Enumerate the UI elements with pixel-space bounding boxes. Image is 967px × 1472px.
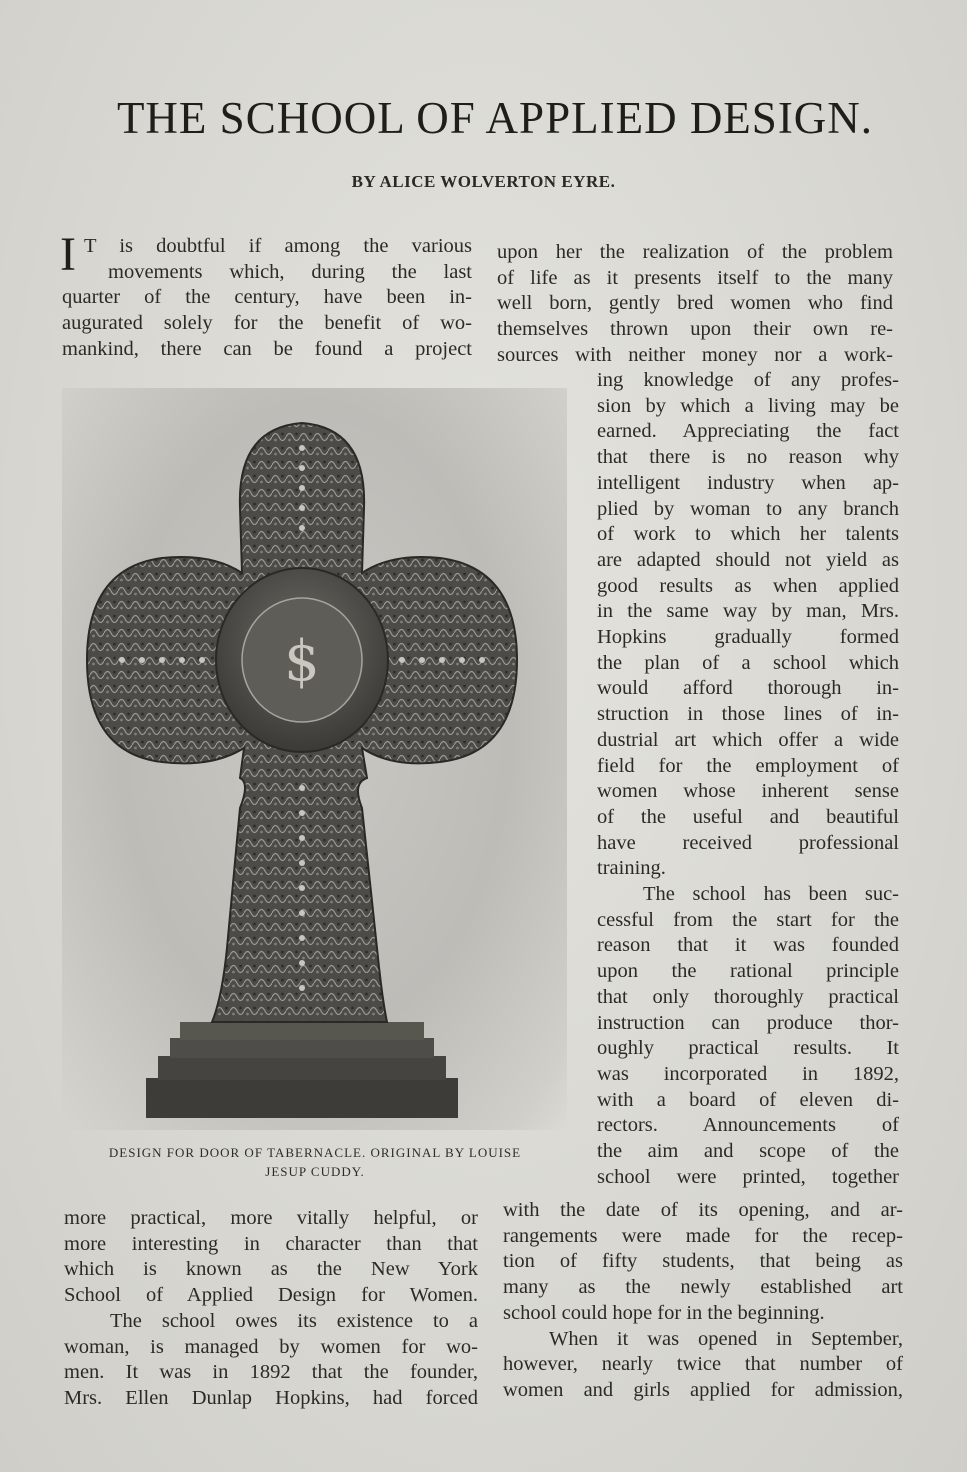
text-line: struction in those lines of in-: [597, 703, 899, 726]
text-line: that there is no reason why: [597, 446, 899, 469]
text-line: the plan of a school which: [597, 651, 899, 674]
text-line: with a board of eleven di-: [597, 1088, 899, 1111]
text-line: augurated solely for the benefit of wo-: [62, 312, 472, 335]
text-line: instruction can produce thor-: [597, 1011, 899, 1034]
text-line: intelligent industry when ap-: [597, 471, 899, 494]
article-byline: BY ALICE WOLVERTON EYRE.: [351, 172, 616, 191]
text-line: well born, gently bred women who find: [497, 292, 893, 315]
text-line: quarter of the century, have been in-: [62, 286, 472, 309]
text-line: with the date of its opening, and ar-: [503, 1199, 903, 1221]
text-line: School of Applied Design for Women.: [64, 1284, 478, 1307]
text-line: rectors. Announcements of: [597, 1114, 899, 1137]
svg-text:$: $: [284, 629, 320, 694]
text-line: of work to which her talents: [597, 523, 899, 546]
text-line: reason that it was founded: [597, 934, 899, 957]
text-line: oughly practical results. It: [597, 1037, 899, 1060]
text-line: plied by woman to any branch: [597, 497, 899, 520]
text-line: themselves thrown upon their own re-: [497, 318, 893, 341]
text-line: training.: [597, 857, 666, 880]
text-line: sources with neither money nor a work-: [497, 343, 893, 366]
text-line: school could hope for in the beginning.: [503, 1301, 825, 1324]
text-line: field for the employment of: [597, 754, 899, 777]
text-line: rangements were made for the recep-: [503, 1224, 903, 1247]
text-line: which is known as the New York: [64, 1258, 478, 1281]
text-line: tion of fifty students, that being as: [503, 1250, 903, 1273]
text-line: women whose inherent sense: [597, 780, 899, 803]
text-line: When it was opened in September,: [549, 1327, 903, 1350]
text-line: cessful from the start for the: [597, 908, 899, 931]
column-2-narrow: [597, 368, 899, 1191]
text-line: Hopkins gradually formed: [597, 626, 899, 649]
text-line: ing knowledge of any profes-: [597, 369, 899, 391]
figure-caption: [60, 1143, 570, 1181]
text-line: school were printed, together: [597, 1165, 899, 1188]
text-line: sion by which a living may be: [597, 394, 899, 417]
text-line: upon the rational principle: [597, 960, 899, 983]
text-line: good results as when applied: [597, 574, 899, 597]
text-line: The school has been suc-: [643, 883, 899, 906]
text-line: many as the newly established art: [503, 1276, 903, 1299]
column-1-bottom: [64, 1206, 478, 1412]
text-line: however, nearly twice that number of: [503, 1353, 903, 1376]
text-line: the aim and scope of the: [597, 1140, 899, 1163]
text-line: more practical, more vitally helpful, or: [64, 1207, 478, 1229]
article-title: THE SCHOOL OF APPLIED DESIGN.: [116, 93, 874, 143]
text-line: are adapted should not yield as: [597, 548, 899, 571]
text-line: women and girls applied for admission,: [503, 1378, 903, 1401]
text-line: men. It was in 1892 that the founder,: [64, 1361, 478, 1384]
text-line: in the same way by man, Mrs.: [597, 600, 899, 623]
text-line: movements which, during the last: [108, 260, 472, 283]
column-2-bottom: [503, 1198, 903, 1404]
text-line: dustrial art which offer a wide: [597, 728, 899, 751]
text-line: earned. Appreciating the fact: [597, 420, 899, 443]
text-line: of the useful and beautiful: [597, 805, 899, 828]
ornate-cross-image: [62, 388, 567, 1130]
text-line: of life as it presents itself to the many: [497, 266, 893, 289]
tabernacle-door-illustration: [62, 388, 567, 1130]
text-line: T is doubtful if among the various: [84, 235, 472, 257]
column-1-top: [60, 228, 472, 363]
text-line: mankind, there can be found a project: [62, 337, 472, 360]
caption-line: JESUP CUDDY.: [265, 1164, 365, 1179]
text-line: would afford thorough in-: [597, 677, 899, 700]
column-2-top: [497, 240, 893, 369]
text-line: have received professional: [597, 831, 899, 854]
text-line: more interesting in character than that: [64, 1232, 478, 1255]
text-line: upon her the realization of the problem: [497, 241, 893, 263]
text-line: Mrs. Ellen Dunlap Hopkins, had forced: [64, 1386, 478, 1409]
text-line: woman, is managed by women for wo-: [64, 1335, 478, 1358]
text-line: was incorporated in 1892,: [597, 1062, 899, 1085]
text-line: The school owes its existence to a: [110, 1309, 478, 1332]
caption-line: DESIGN FOR DOOR OF TABERNACLE. ORIGINAL BY LOUISE: [108, 1145, 522, 1160]
drop-cap: I: [60, 228, 76, 281]
text-line: that only thoroughly practical: [597, 985, 899, 1008]
